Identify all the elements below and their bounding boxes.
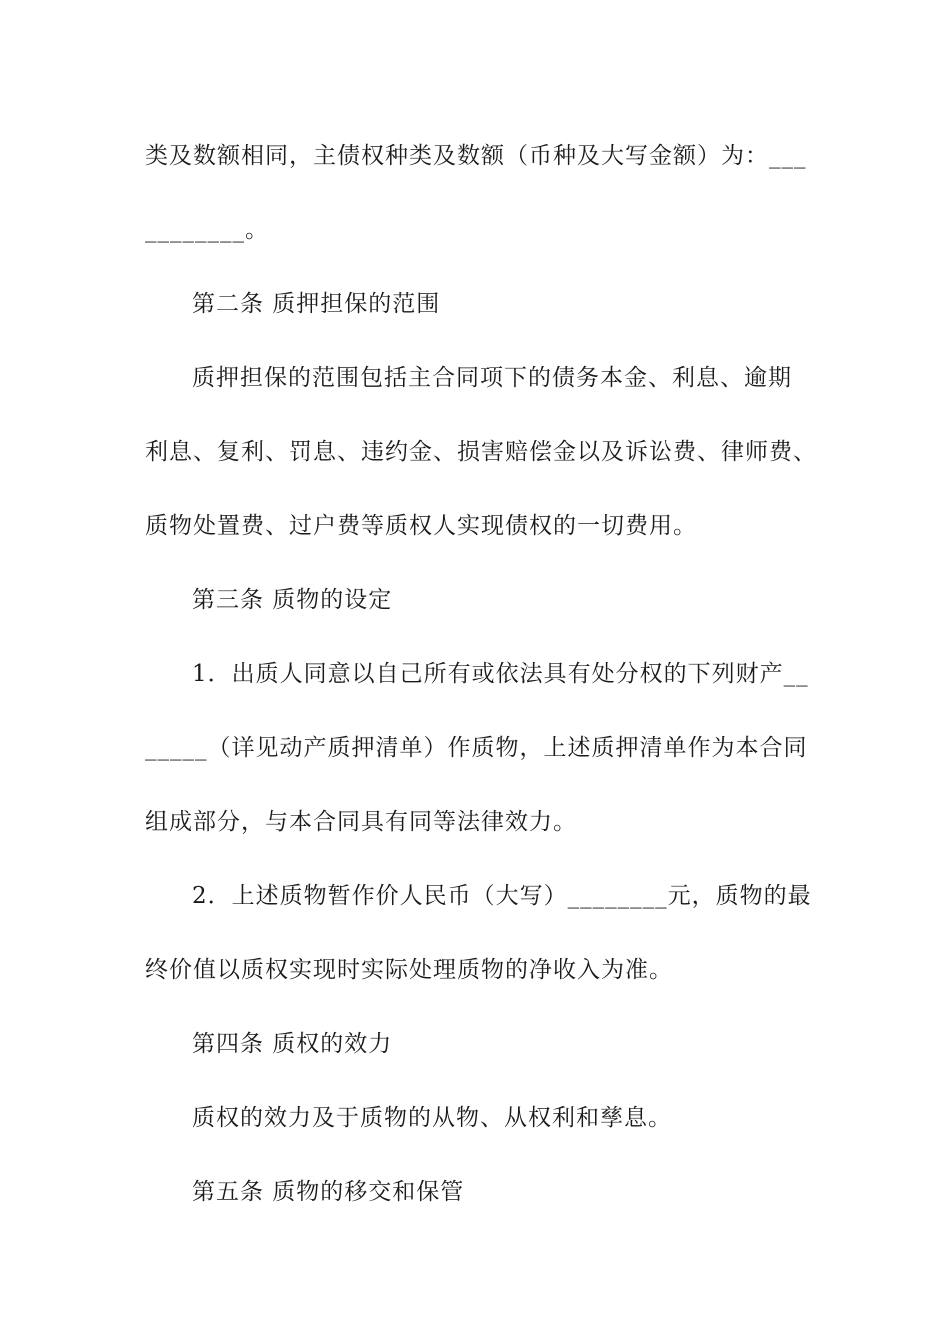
- article-heading: 第三条 质物的设定: [192, 587, 393, 613]
- paragraph-line: 2．上述质物暂作价人民币（大写）________元，质物的最: [192, 883, 812, 909]
- paragraph-line: 利息、复利、罚息、违约金、损害赔偿金以及诉讼费、律师费、: [145, 439, 817, 465]
- paragraph-line: _____（详见动产质押清单）作质物，上述质押清单作为本合同: [145, 735, 808, 761]
- paragraph-line: 质物处置费、过户费等质权人实现债权的一切费用。: [145, 513, 697, 539]
- article-heading: 第四条 质权的效力: [192, 1031, 393, 1057]
- paragraph-line: 1．出质人同意以自己所有或依法具有处分权的下列财产__: [192, 661, 809, 687]
- paragraph-line: 质权的效力及于质物的从物、从权利和孳息。: [192, 1105, 672, 1131]
- article-heading: 第二条 质押担保的范围: [192, 291, 441, 317]
- article-heading: 第五条 质物的移交和保管: [192, 1179, 465, 1205]
- paragraph-line: ________。: [145, 217, 269, 243]
- paragraph-line: 质押担保的范围包括主合同项下的债务本金、利息、逾期: [192, 365, 792, 391]
- paragraph-line: 终价值以质权实现时实际处理质物的净收入为准。: [145, 957, 673, 983]
- paragraph-line: 类及数额相同，主债权种类及数额（币种及大写金额）为：___: [145, 143, 807, 169]
- paragraph-line: 组成部分，与本合同具有同等法律效力。: [145, 809, 577, 835]
